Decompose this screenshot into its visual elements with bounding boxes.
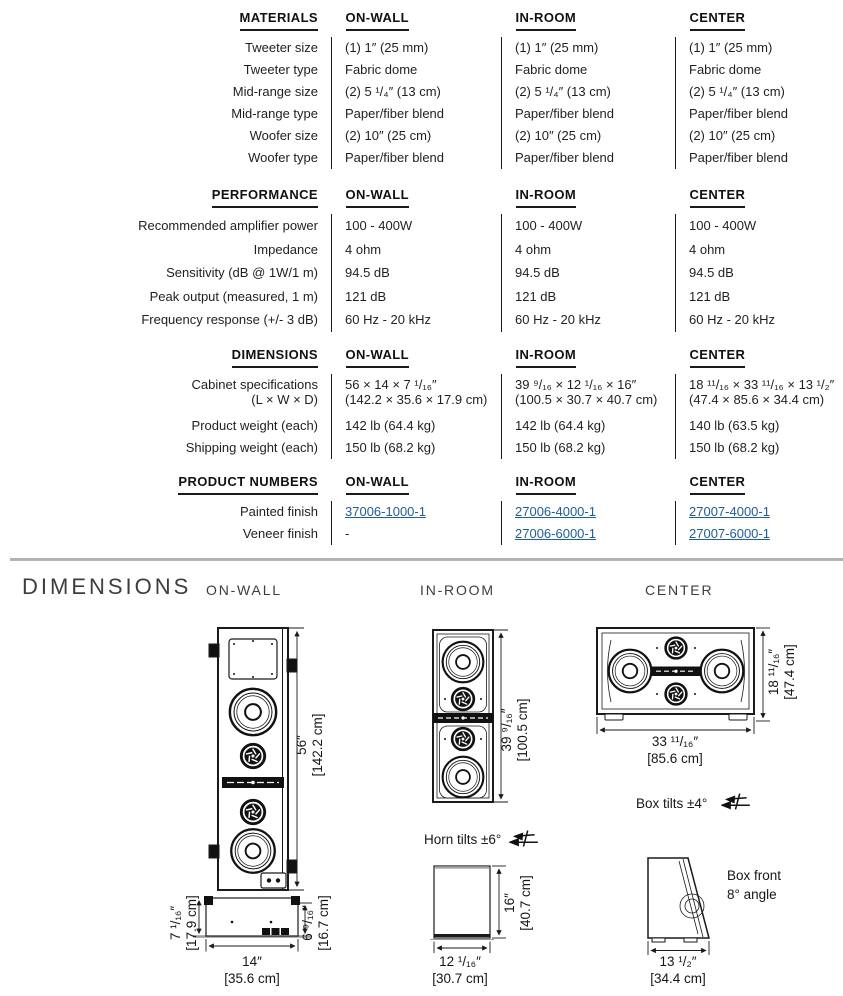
inroom-diagram-label: IN-ROOM <box>420 582 495 598</box>
value-column-center <box>675 347 843 459</box>
row-label: Veneer finish <box>242 525 318 541</box>
spec-cell: (2) 5 ¹/₄″ (13 cm) <box>515 84 611 99</box>
value-column-center <box>675 474 843 545</box>
column-header <box>501 10 675 31</box>
row-label: Shipping weight (each) <box>185 439 318 455</box>
value-column-center <box>675 10 843 169</box>
row-label: Tweeter size <box>245 40 318 55</box>
product-number-link[interactable]: 37006-1000-1 <box>345 503 426 519</box>
dim-cm: [17.9 cm] <box>184 895 199 951</box>
row-label-column <box>0 187 331 332</box>
value-column-in-room <box>501 474 675 545</box>
inroom-side-height-label <box>502 833 534 973</box>
value-rows <box>675 214 843 332</box>
onwall-diagram-label: ON-WALL <box>206 582 282 598</box>
value-rows <box>501 374 675 459</box>
spec-tables <box>0 10 843 545</box>
spec-cell: 56 × 14 × 7 ¹/₁₆″ (142.2 × 35.6 × 17.9 cm) <box>345 376 488 407</box>
value-rows <box>501 501 675 545</box>
value-column-on-wall <box>331 474 501 545</box>
dim-inches: 16″ <box>502 893 517 913</box>
column-header-text: CENTER <box>690 474 746 495</box>
box-tilt-icon <box>722 794 750 810</box>
row-label: Woofer type <box>248 150 318 165</box>
value-rows <box>331 501 501 545</box>
spec-cell: 100 - 400W <box>345 218 413 233</box>
column-header <box>501 347 675 368</box>
onwall-height-label <box>294 675 326 815</box>
value-column-on-wall <box>331 10 501 169</box>
dim-cm: [35.6 cm] <box>224 971 280 986</box>
column-header-text: IN-ROOM <box>516 10 577 31</box>
spec-cell: Paper/fiber blend <box>345 106 445 121</box>
spec-cell: 150 lb (68.2 kg) <box>689 439 780 455</box>
spec-cell: 121 dB <box>689 288 731 304</box>
column-header <box>675 10 843 31</box>
column-header <box>331 10 501 31</box>
dim-cm: [40.7 cm] <box>518 875 533 931</box>
spec-cell: Paper/fiber blend <box>515 150 615 165</box>
spec-cell: Paper/fiber blend <box>689 150 789 165</box>
column-header-text: DIMENSIONS <box>232 347 318 368</box>
dim-cm: [85.6 cm] <box>647 751 703 766</box>
dim-inches: 7 ¹/₁₆″ <box>168 905 183 941</box>
column-header <box>0 10 331 31</box>
dim-cm: [100.5 cm] <box>515 698 530 762</box>
column-header <box>501 187 675 208</box>
dim-inches: 12 ¹/₁₆″ <box>439 954 481 969</box>
column-header-text: IN-ROOM <box>516 187 577 208</box>
column-header <box>675 347 843 368</box>
value-column-in-room <box>501 187 675 332</box>
column-header-text: ON-WALL <box>346 347 409 368</box>
dim-inches: 39 ⁹/₁₆″ <box>499 708 514 752</box>
spec-cell: (2) 10″ (25 cm) <box>689 128 776 143</box>
row-label: Tweeter type <box>243 62 318 77</box>
value-column-center <box>675 187 843 332</box>
row-label: Mid-range size <box>232 84 318 99</box>
row-label: Impedance <box>253 241 318 257</box>
spec-cell: (1) 1″ (25 mm) <box>345 40 429 55</box>
row-label: Woofer size <box>249 128 318 143</box>
dim-inches: 6 ⁹/₁₆″ <box>300 905 315 941</box>
box-front-angle-note: Box front 8° angle <box>727 868 782 902</box>
spec-cell: (2) 5 ¹/₄″ (13 cm) <box>689 84 785 99</box>
spec-cell <box>345 501 501 523</box>
value-rows <box>331 374 501 459</box>
product-number-link[interactable]: 27006-4000-1 <box>515 503 596 519</box>
dim-inches: 33 ¹¹/₁₆″ <box>651 734 699 749</box>
spec-cell: 100 - 400W <box>689 218 757 233</box>
value-rows <box>501 214 675 332</box>
value-rows <box>331 214 501 332</box>
column-header <box>675 474 843 495</box>
dim-inches: 56″ <box>294 735 309 755</box>
spec-cell: 100 - 400W <box>515 218 583 233</box>
value-column-in-room <box>501 347 675 459</box>
spec-cell: - <box>345 525 350 541</box>
column-header-text: ON-WALL <box>346 474 409 495</box>
row-labels <box>0 37 331 169</box>
spec-cell: Paper/fiber blend <box>345 150 445 165</box>
dim-cm: [30.7 cm] <box>432 971 488 986</box>
column-header-text: IN-ROOM <box>516 347 577 368</box>
spec-cell: Paper/fiber blend <box>515 106 615 121</box>
spec-cell: 60 Hz - 20 kHz <box>689 312 775 327</box>
column-header-text: CENTER <box>690 10 746 31</box>
spec-table-materials <box>0 10 843 169</box>
box-tilt-note: Box tilts ±4° <box>636 796 708 811</box>
spec-cell <box>689 501 843 523</box>
spec-cell: Paper/fiber blend <box>689 106 789 121</box>
spec-cell: Fabric dome <box>345 62 418 77</box>
spec-cell: 60 Hz - 20 kHz <box>345 312 431 327</box>
row-label: Recommended amplifier power <box>138 218 318 233</box>
spec-cell: Fabric dome <box>689 62 762 77</box>
row-labels <box>0 501 331 545</box>
column-header <box>331 347 501 368</box>
spec-cell <box>515 501 675 523</box>
row-label: Mid-range type <box>231 106 318 121</box>
dim-cm: [16.7 cm] <box>316 895 331 951</box>
dim-inches: 13 ¹/₂″ <box>659 954 697 969</box>
spec-cell: 94.5 dB <box>689 265 734 280</box>
spec-cell: 4 ohm <box>345 241 382 257</box>
value-column-in-room <box>501 10 675 169</box>
spec-cell: (1) 1″ (25 mm) <box>515 40 599 55</box>
spec-cell: 150 lb (68.2 kg) <box>515 439 606 455</box>
product-number-link[interactable]: 27007-6000-1 <box>689 525 770 541</box>
row-label-column <box>0 10 331 169</box>
row-label: Cabinet specifications (L × W × D) <box>191 376 318 407</box>
column-header <box>331 187 501 208</box>
spec-cell: (2) 5 ¹/₄″ (13 cm) <box>345 84 441 99</box>
dim-cm: [47.4 cm] <box>782 644 797 700</box>
column-header-text: PRODUCT NUMBERS <box>178 474 318 495</box>
spec-cell: 60 Hz - 20 kHz <box>515 312 601 327</box>
column-header <box>675 187 843 208</box>
column-header <box>0 474 331 495</box>
column-header-text: PERFORMANCE <box>212 187 318 208</box>
value-rows <box>675 374 843 459</box>
spec-cell: 39 ⁹/₁₆ × 12 ¹/₁₆ × 16″ (100.5 × 30.7 × 40.7 cm) <box>515 376 658 407</box>
spec-cell: 4 ohm <box>689 241 726 257</box>
column-header-text: CENTER <box>690 187 746 208</box>
value-rows <box>675 501 843 545</box>
value-rows <box>331 37 501 169</box>
onwall-width-label <box>172 953 332 987</box>
spec-cell: 121 dB <box>515 288 557 304</box>
column-header-text: CENTER <box>690 347 746 368</box>
column-header <box>501 474 675 495</box>
value-rows <box>501 37 675 169</box>
dim-inches: 14″ <box>242 954 262 969</box>
spec-table-dimensions <box>0 347 843 459</box>
product-number-link[interactable]: 27007-4000-1 <box>689 503 770 519</box>
dimensions-section <box>0 556 843 996</box>
spec-cell: (2) 10″ (25 cm) <box>515 128 602 143</box>
spec-cell: 142 lb (64.4 kg) <box>345 417 436 433</box>
row-labels <box>0 214 331 332</box>
spec-cell: (2) 10″ (25 cm) <box>345 128 432 143</box>
row-labels <box>0 374 331 459</box>
spec-cell: 121 dB <box>345 288 387 304</box>
spec-cell: 18 ¹¹/₁₆ × 33 ¹¹/₁₆ × 13 ¹/₂″ (47.4 × 85.6 × 34.4 cm) <box>689 376 835 407</box>
value-column-on-wall <box>331 187 501 332</box>
inroom-side-width-label <box>380 953 540 987</box>
spec-cell: 142 lb (64.4 kg) <box>515 417 606 433</box>
center-width-label <box>595 733 755 767</box>
value-column-on-wall <box>331 347 501 459</box>
dim-cm: [34.4 cm] <box>650 971 706 986</box>
column-header <box>0 187 331 208</box>
row-label-column <box>0 474 331 545</box>
spec-table-performance <box>0 187 843 332</box>
center-height-label <box>766 602 798 742</box>
column-header <box>0 347 331 368</box>
row-label: Painted finish <box>239 503 318 519</box>
column-header-text: ON-WALL <box>346 187 409 208</box>
row-label: Sensitivity (dB @ 1W/1 m) <box>166 265 318 280</box>
spec-cell: 140 lb (63.5 kg) <box>689 417 780 433</box>
center-diagram-label: CENTER <box>645 582 714 598</box>
row-label: Frequency response (+/- 3 dB) <box>141 312 318 327</box>
spec-cell: Fabric dome <box>515 62 588 77</box>
spec-table-product_numbers <box>0 474 843 545</box>
dim-cm: [142.2 cm] <box>310 713 325 777</box>
dimensions-section-title: DIMENSIONS <box>22 574 192 599</box>
dim-inches: 18 ¹¹/₁₆″ <box>766 648 781 696</box>
row-label-column <box>0 347 331 459</box>
row-label: Product weight (each) <box>191 417 318 433</box>
center-side-width-label <box>598 953 758 987</box>
spec-cell <box>515 523 675 545</box>
column-header-text: ON-WALL <box>346 10 409 31</box>
column-header <box>331 474 501 495</box>
spec-cell: (1) 1″ (25 mm) <box>689 40 773 55</box>
spec-cell: 94.5 dB <box>515 265 560 280</box>
value-rows <box>675 37 843 169</box>
spec-cell <box>689 523 843 545</box>
product-number-link[interactable]: 27006-6000-1 <box>515 525 596 541</box>
dimension-drawings <box>0 556 843 996</box>
spec-cell: 94.5 dB <box>345 265 390 280</box>
column-header-text: MATERIALS <box>240 10 318 31</box>
row-label: Peak output (measured, 1 m) <box>149 288 318 304</box>
inroom-height-label <box>499 660 531 800</box>
column-header-text: IN-ROOM <box>516 474 577 495</box>
horn-tilt-note: Horn tilts ±6° <box>424 832 502 847</box>
spec-cell: 150 lb (68.2 kg) <box>345 439 436 455</box>
spec-cell: 4 ohm <box>515 241 552 257</box>
